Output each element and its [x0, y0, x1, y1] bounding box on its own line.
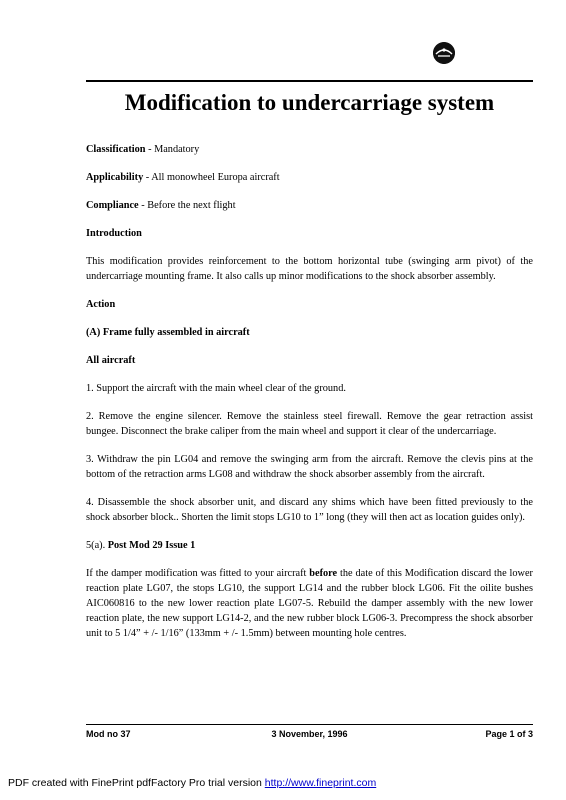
step-1: 1. Support the aircraft with the main wheel clear of the ground. [86, 383, 346, 394]
pdf-creator-notice [8, 777, 376, 789]
footer-date: 3 November, 1996 [271, 729, 348, 739]
fineprint-link[interactable]: http://www.fineprint.com [264, 777, 377, 789]
step-5a-heading: 5(a). Post Mod 29 Issue 1 [86, 540, 196, 551]
step-4: 4. Disassemble the shock absorber unit, and discard any shims which have been fitted previously to the shock absorber block.. Shorten the limit stops LG10 to 1” long (they will then act as location guides only). [86, 497, 533, 523]
mod-number: Mod no 37 [86, 729, 131, 739]
classification-line [86, 142, 533, 157]
footer-rule [86, 724, 533, 725]
compliance-label: Compliance [86, 200, 139, 211]
applicability-label: Applicability [86, 172, 144, 183]
applicability-line [86, 170, 533, 185]
classification-value: - Mandatory [145, 144, 200, 155]
introduction-heading: Introduction [86, 228, 142, 239]
introduction-text: This modification provides reinforcement to the bottom horizontal tube (swinging arm pivot) of the undercarriage mounting frame. It also calls up minor modifications to the shock absorber assembly. [86, 256, 533, 282]
step-3: 3. Withdraw the pin LG04 and remove the swinging arm from the aircraft. Remove the clevis pins at the bottom of the retraction arms LG08 and withdraw the shock absorber assembly from the aircraft. [86, 454, 533, 480]
document-body [86, 142, 533, 641]
action-heading: Action [86, 299, 116, 310]
page-title: Modification to undercarriage system [124, 90, 495, 115]
damper-paragraph: If the damper modification was fitted to your aircraft before the date of this Modification discard the lower reaction plate LG07, the stops LG10, the support LG14 and the rubber block LG06. Fit the oilite bushes AIC060816 to the new lower reaction plate LG07-5. Rebuild the damper assembly with the new lower reaction plate, the new support LG14-2, and the new rubber block LG06-3. Precompress the shock absorber unit to 5 1/4” + /- 1/16” (133mm + /- 1.5mm) between mounting hole centres. [86, 568, 533, 639]
compliance-line [86, 198, 533, 213]
europa-logo-icon [433, 42, 455, 64]
page-footer [86, 729, 533, 743]
title-rule [86, 80, 533, 82]
step-2: 2. Remove the engine silencer. Remove the stainless steel firewall. Remove the gear retraction assist bungee. Disconnect the brake caliper from the main wheel and support it clear of the undercarriage. [86, 411, 533, 437]
compliance-value: - Before the next flight [138, 200, 236, 211]
pdf-notice-text: PDF created with FinePrint pdfFactory Pro trial version [8, 777, 265, 789]
all-aircraft-heading: All aircraft [86, 355, 136, 366]
applicability-value: - All monowheel Europa aircraft [143, 172, 280, 183]
classification-label: Classification [86, 144, 146, 155]
page-number: Page 1 of 3 [485, 729, 533, 739]
section-a-heading: (A) Frame fully assembled in aircraft [86, 327, 250, 338]
